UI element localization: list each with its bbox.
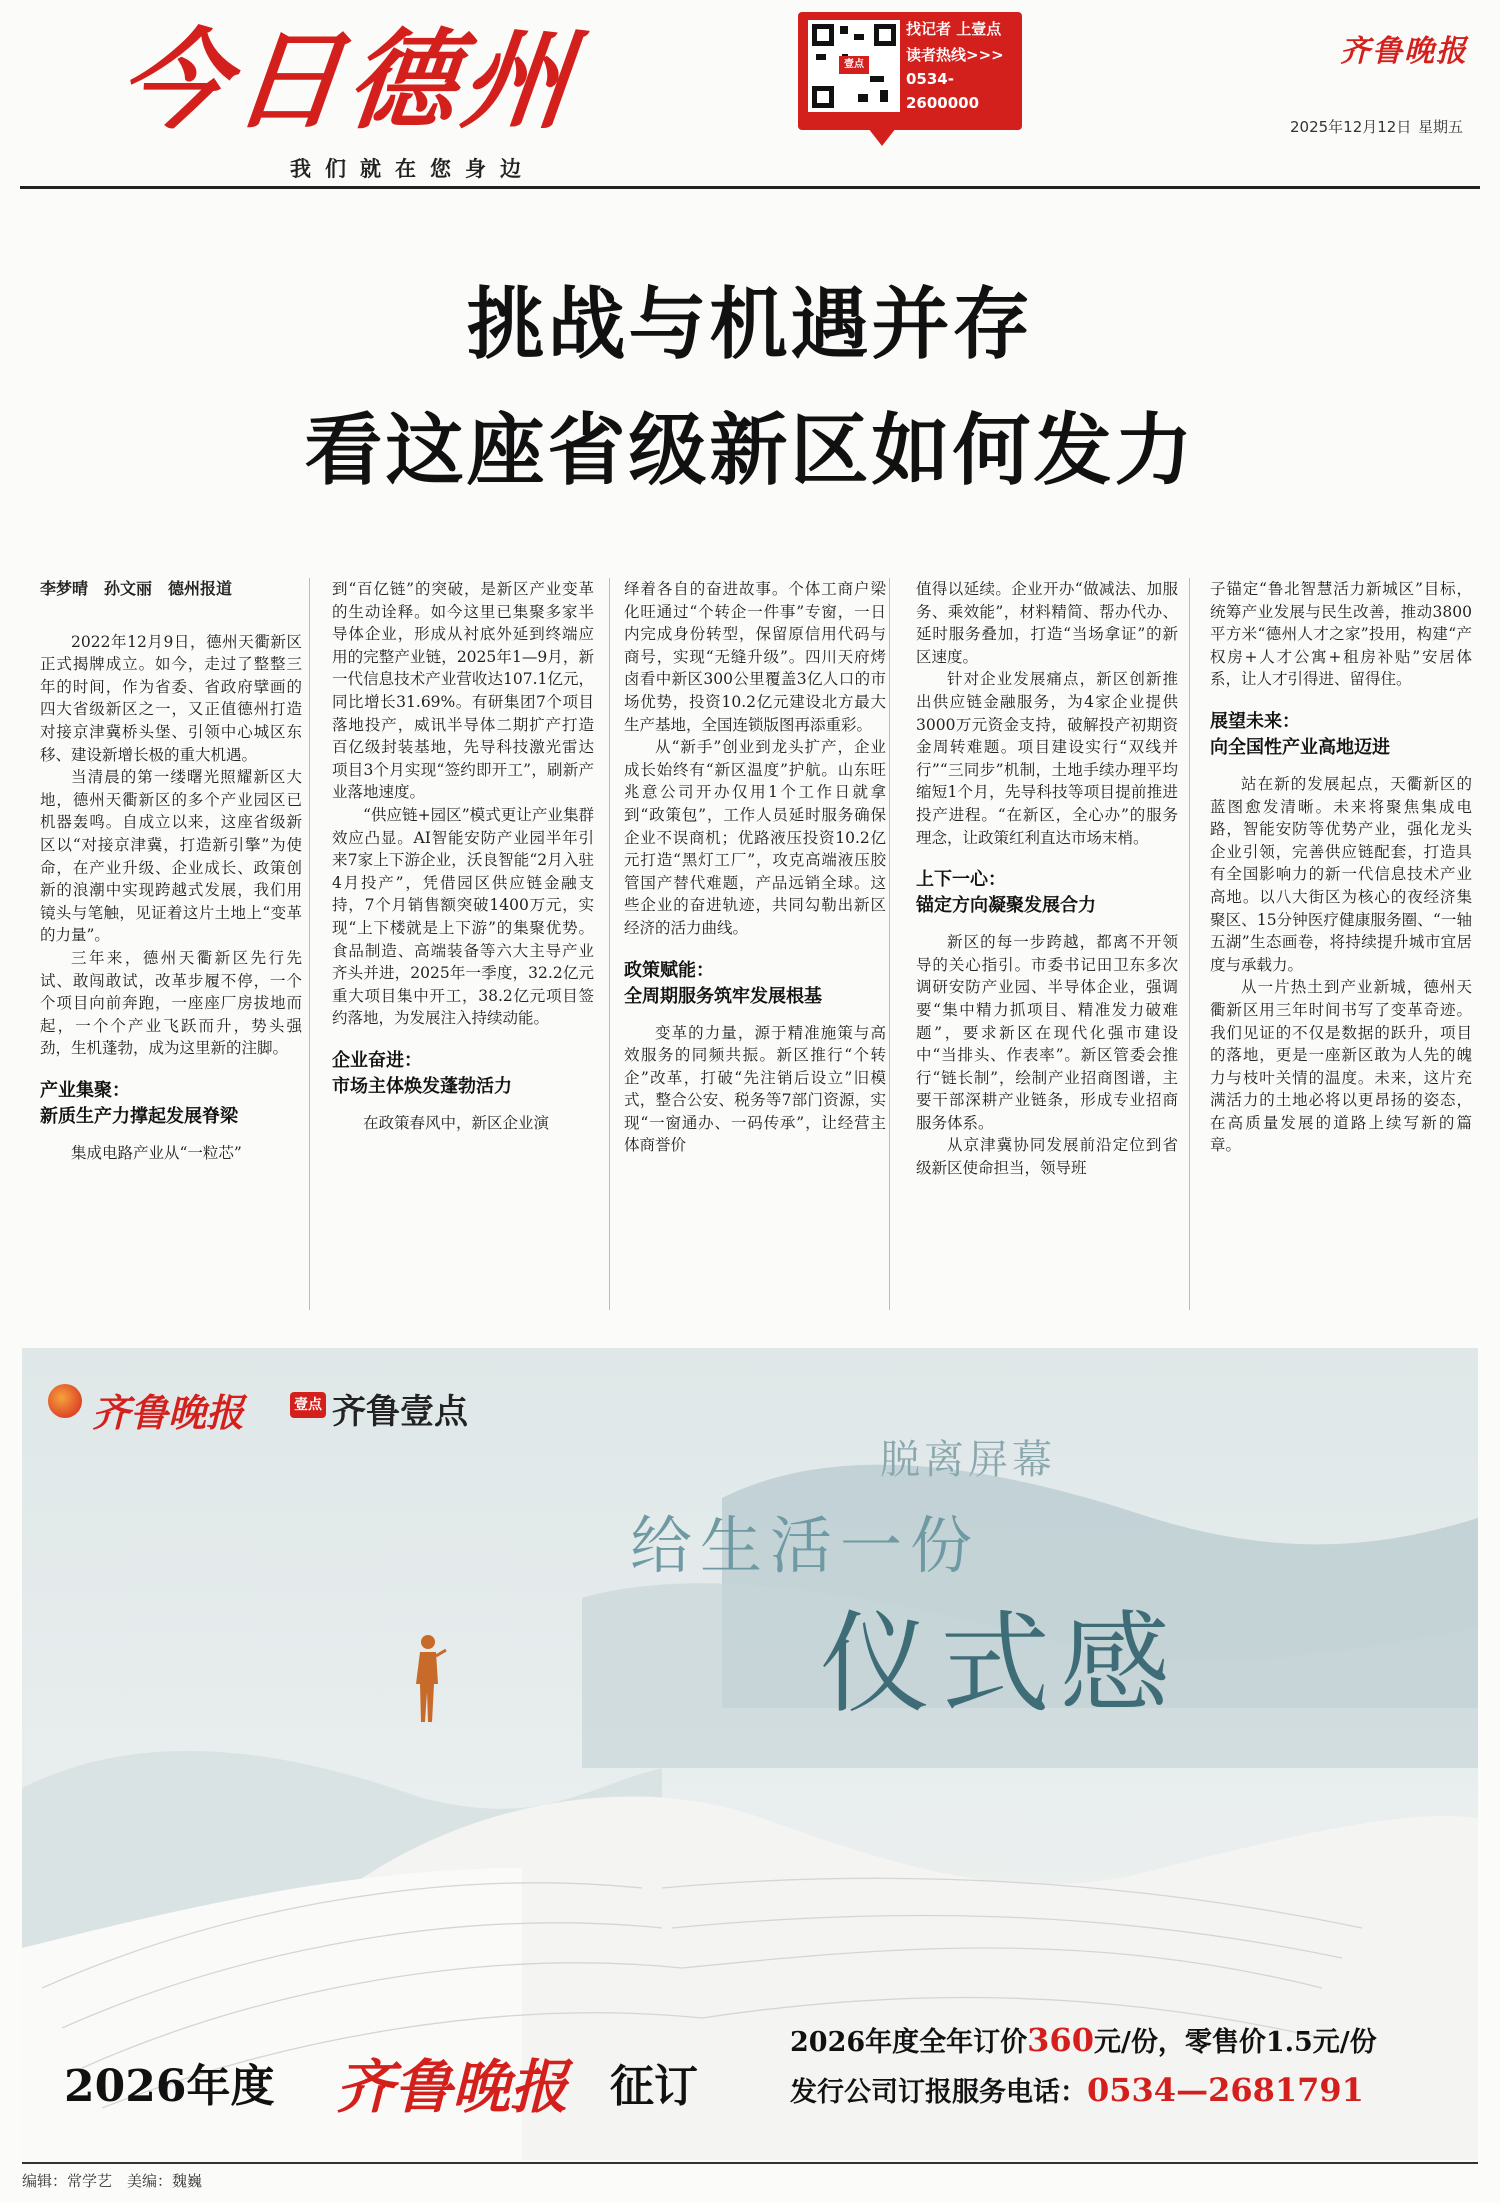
speech-bubble-tail-icon (868, 128, 896, 146)
ad-slogan-line-3: 仪式感 (820, 1600, 1180, 1728)
section-heading (332, 1048, 594, 1100)
section-heading-title: 展望未来： (1210, 710, 1300, 732)
ad-brand-name: 齐鲁晚报 (92, 1390, 245, 1435)
article-paragraph: 从“新手”创业到龙头扩产，企业成长始终有“新区温度”护航。山东旺兆意公司开办仅用1个工作日就拿到“政策包”，工作人员延时服务确保企业不误商机；优路液压投资10.2亿元打造“黑灯工厂”，攻克高端液压胶管国产替代难题，产品远销全球。这些企业的奋进轨迹，共同勾勒出新区经济的活力曲线。 (624, 738, 886, 937)
subscription-brand: 齐鲁晚报 (336, 2053, 569, 2121)
masthead-logo: 今日德州 (113, 19, 583, 144)
price-value: 360 (1027, 2021, 1094, 2059)
article-column-2 (332, 578, 594, 1134)
standing-person-icon (408, 1632, 448, 1728)
section-heading (40, 1078, 302, 1130)
column-divider (309, 578, 310, 1310)
section-heading-subtitle: 锚定方向凝聚发展合力 (916, 895, 1096, 917)
hotline-line-3: 0534- (906, 70, 954, 88)
article-column-3 (624, 578, 886, 1157)
subscription-action: 征订 (610, 2061, 698, 2112)
byline: 李梦晴 孙文丽 德州报道 (40, 579, 233, 598)
hotline-line-2: 读者热线>>> (906, 46, 1004, 64)
article-paragraph: 子锚定“鲁北智慧活力新城区”目标，统筹产业发展与民生改善，推动3800平方米“德州人才之家”投用，构建“产权房+人才公寓+租房补贴”安居体系，让人才引得进、留得住。 (1210, 580, 1472, 689)
app-logo-icon: 壹点 (290, 1392, 326, 1418)
article-paragraph: 针对企业发展痛点，新区创新推出供应链金融服务，为4家企业提供3000万元资金支持，破解投产初期资金周转难题。项目建设实行“双线并行”“三同步”机制，土地手续办理平均缩短1个月，先导科技等项目提前推进投产进程。“在新区，全心办”的服务理念，让政策红利直达市场末梢。 (916, 670, 1178, 847)
phone-prefix: 发行公司订报服务电话： (790, 2077, 1087, 2108)
article-paragraph: 绎着各自的奋进故事。个体工商户梁化旺通过“个转企一件事”专窗，一日内完成身份转型，保留原信用代码与商号，实现“无缝升级”。四川天府烤卤看中新区300公里覆盖3亿人口的市场优势，投资10.2亿元建设北方最大生产基地，全国连锁版图再添重彩。 (624, 580, 886, 734)
article-column-5 (1210, 578, 1472, 1157)
qr-badge: 壹点 (839, 56, 869, 74)
paper-logo-icon (48, 1384, 82, 1418)
section-heading (916, 867, 1178, 919)
column-divider (889, 578, 890, 1310)
section-heading-subtitle: 新质生产力撑起发展脊梁 (40, 1105, 238, 1127)
issue-date: 2025年12月12日 (1290, 118, 1412, 136)
column-divider (1189, 578, 1190, 1310)
article-paragraph: 三年来，德州天衢新区先行先试、敢闯敢试，改革步履不停，一个个项目向前奔跑，一座座厂房拔地而起，一个个产业飞跃而升，势头强劲，生机蓬勃，成为这里新的注脚。 (40, 948, 302, 1058)
article-column-1 (40, 578, 302, 1164)
ad-app-name: 齐鲁壹点 (332, 1392, 468, 1432)
section-heading (624, 958, 886, 1010)
article-paragraph: 集成电路产业从“一粒芯” (71, 1143, 242, 1162)
subscription-year: 2026年度 (64, 2061, 275, 2112)
section-heading-title: 企业奋进： (332, 1049, 422, 1071)
section-heading-subtitle: 向全国性产业高地迈进 (1210, 736, 1390, 758)
qr-code-icon[interactable] (808, 20, 900, 112)
section-heading-title: 政策赋能： (624, 959, 714, 981)
article-column-4 (916, 578, 1178, 1180)
ad-slogan-line-1: 脱离屏幕 (880, 1437, 1056, 1483)
hotline-line-4: 2600000 (906, 94, 980, 112)
phone-number[interactable]: 0534—2681791 (1087, 2071, 1364, 2109)
section-heading-subtitle: 市场主体焕发蓬勃活力 (332, 1075, 512, 1097)
paper-brand-logo: 齐鲁晚报 (1340, 34, 1468, 69)
hotline-line-1: 找记者 上壹点 (906, 20, 1002, 38)
column-divider (609, 578, 610, 1310)
article-paragraph: 当清晨的第一缕曙光照耀新区大地，德州天衢新区的多个产业园区已机器轰鸣。自成立以来，这座省级新区以“对接京津冀，打造新引擎”为使命，在产业升级、企业成长、政策创新的浪潮中实现跨越式发展，我们用镜头与笔触，见证着这片土地上“变革的力量”。 (40, 768, 302, 945)
article-paragraph: 新区的每一步跨越，都离不开领导的关心指引。市委书记田卫东多次调研安防产业园、半导体企业，强调要“集中精力抓项目、精准发力破难题”，要求新区在现代化强市建设中“当排头、作表率”。新区管委会推行“链长制”，绘制产业招商图谱，主要干部深耕产业链条，形成专业招商服务体系。 (916, 933, 1178, 1132)
article-paragraph: 2022年12月9日，德州天衢新区正式揭牌成立。如今，走过了整整三年的时间，作为省委、省政府擘画的四大省级新区之一，又正值德州打造对接京津冀桥头堡、引领中心城区东移、建设新增长极的重大机遇。 (40, 632, 302, 764)
subscription-phone (790, 2070, 1364, 2109)
article-paragraph: 从京津冀协同发展前沿定位到省级新区使命担当，领导班 (916, 1136, 1178, 1178)
headline-line-2: 看这座省级新区如何发力 (304, 405, 1196, 496)
section-heading (1210, 709, 1472, 761)
masthead-divider (20, 186, 1480, 189)
article-paragraph: “供应链+园区”模式更让产业集群效应凸显。AI智能安防产业园半年引来7家上下游企业，沃良智能“2月入驻4月投产”，凭借园区供应链金融支持，7个月销售额突破1400万元，实现“上下楼就是上下游”的集聚优势。食品制造、高端装备等六大主导产业齐头并进，2025年一季度，32.2亿元重大项目集中开工，38.2亿元项目签约落地，为发展注入持续动能。 (332, 805, 594, 1028)
section-heading-subtitle: 全周期服务筑牢发展根基 (624, 985, 822, 1007)
masthead-slogan: 我们就在您身边 (290, 157, 535, 181)
price-suffix: 元/份，零售价1.5元/份 (1093, 2027, 1377, 2058)
issue-weekday: 星期五 (1418, 118, 1464, 136)
section-heading-title: 产业集聚： (40, 1079, 130, 1101)
article-paragraph: 变革的力量，源于精准施策与高效服务的同频共振。新区推行“个转企”改革，打破“先注销后设立”旧模式，整合公安、税务等7部门资源，实现“一窗通办、一码传承”，让经营主体商誉价 (624, 1023, 886, 1155)
editor-credits: 编辑：常学艺 美编：魏巍 (22, 2172, 203, 2190)
article-paragraph: 到“百亿链”的突破，是新区产业变革的生动诠释。如今这里已集聚多家半导体企业，形成从衬底外延到终端应用的完整产业链，2025年1—9月，新一代信息技术产业营收达107.1亿元，同比增长31.69%。有研集团7个项目落地投产，威讯半导体二期扩产打造百亿级封装基地，先导科技激光雷达项目3个月实现“签约即开工”，刷新产业落地速度。 (332, 580, 594, 802)
article-paragraph: 站在新的发展起点，天衢新区的蓝图愈发清晰。未来将聚焦集成电路，智能安防等优势产业，强化龙头企业引领，完善供应链配套，打造具有全国影响力的新一代信息技术产业高地。以八大街区为核心的夜经济集聚区、15分钟医疗健康服务圈、“一轴五湖”生态画卷，将持续提升城市宜居度与承载力。 (1210, 774, 1472, 974)
subscription-price (790, 2020, 1377, 2059)
ad-slogan-line-2: 给生活一份 (630, 1509, 981, 1582)
article-paragraph: 在政策春风中，新区企业演 (363, 1113, 550, 1132)
price-prefix: 2026年度全年订价 (790, 2027, 1028, 2058)
section-heading-title: 上下一心： (916, 869, 1006, 891)
article-paragraph: 值得以延续。企业开办“做减法、加服务、乘效能”，材料精简、帮办代办、延时服务叠加，打造“当场拿证”的新区速度。 (916, 580, 1178, 666)
headline-line-1: 挑战与机遇并存 (466, 279, 1034, 370)
article-paragraph: 从一片热土到产业新城，德州天衢新区用三年时间书写了变革奇迹。我们见证的不仅是数据的跃升，项目的落地，更是一座新区敢为人先的魄力与枝叶关情的温度。未来，这片充满活力的土地必将以更昂扬的姿态，在高质量发展的道路上续写新的篇章。 (1210, 978, 1472, 1155)
footer-divider (22, 2162, 1478, 2164)
